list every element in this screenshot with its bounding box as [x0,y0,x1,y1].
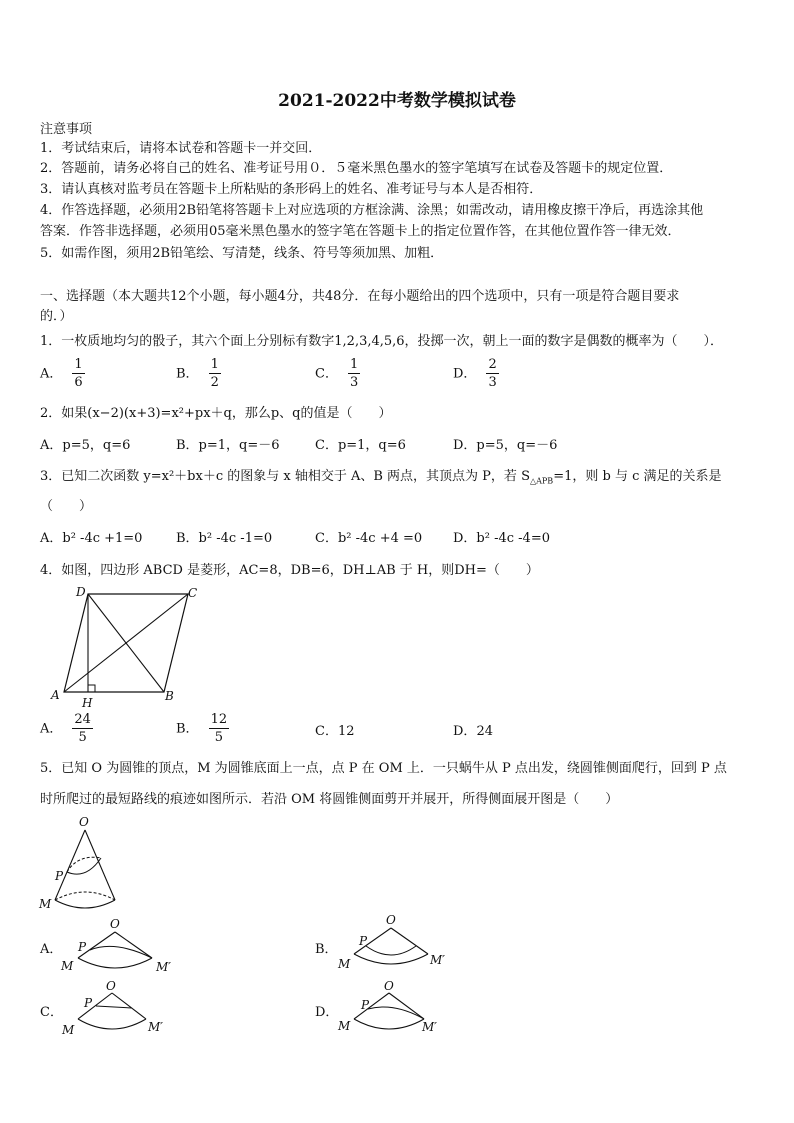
sector-left-radius [354,993,389,1019]
q1-option-a[interactable] [40,358,85,390]
q3-stem [40,468,721,491]
q3-area-subscript: △APB [529,476,554,486]
label-h: H [82,696,93,710]
label-m: M [39,897,52,911]
label-p: P [84,996,93,1010]
diagonal-db [88,594,164,692]
sector-right-radius [389,993,424,1019]
sector-right-radius [112,993,146,1019]
notice-item-1: 1．考试结束后，请将本试卷和答题卡一并交回． [40,141,322,156]
label-p: P [359,934,368,948]
numerator: 12 [210,712,228,727]
sector-arc [78,958,152,968]
denominator: 6 [74,375,83,390]
q5-option-b-label[interactable]: B． [315,942,338,957]
denominator: 3 [488,375,497,390]
page-title: 2021-2022中考数学模拟试卷 [278,91,516,111]
option-label: A． [40,721,63,737]
q5-option-c-figure[interactable] [58,979,178,1045]
option-label: D． [453,366,477,382]
q3-answer-paren: （ ） [40,499,93,514]
cone-right-edge [85,830,115,900]
q5-option-a-figure[interactable] [58,914,178,980]
q4-option-c[interactable] [315,723,355,741]
label-m-prime: M′ [430,953,446,967]
q3-stem-part2: =1，则 b 与 c 满足的关系是 [553,469,722,484]
label-m-prime: M′ [148,1020,164,1034]
q5-option-c-label[interactable]: C． [40,1005,63,1020]
label-m-prime: M′ [156,960,172,974]
option-label: C． [315,724,338,739]
fraction [348,358,360,390]
label-o: O [110,917,120,931]
q2-option-b[interactable]: B．p=1，q=－6 [176,438,280,453]
denominator: 2 [210,375,219,390]
notice-item-4: 4．作答选择题，必须用2B铅笔将答题卡上对应选项的方框涂满、涂黑；如需改动，请用橡皮擦干净后，再选涂其他 [40,203,704,218]
label-d: D [76,585,86,599]
unfolded-path [90,946,152,958]
right-angle-mark [88,685,95,692]
q5-cone-figure [36,812,126,920]
label-m: M [338,1019,351,1033]
fraction [486,358,498,390]
q3-stem-part1: 3．已知二次函数 y=x²＋bx＋c 的图象与 x 轴相交于 A、B 两点，其顶点为 P，若 S [40,469,530,484]
label-m: M [62,1023,75,1037]
q1-stem: 1．一枚质地均匀的骰子，其六个面上分别标有数字1,2,3,4,5,6，投掷一次，朝上一面的数字是偶数的概率为（ ）． [40,334,724,349]
q2-option-d[interactable]: D．p=5，q=－6 [453,438,558,453]
cone-base-back [55,892,115,900]
section-heading-line1: 一、选择题（本大题共12个小题，每小题4分，共48分．在每小题给出的四个选项中，只有一项是符合题目要求 [40,289,680,304]
q3-option-b[interactable]: B．b² -4c -1=0 [176,531,273,546]
label-b: B [165,689,174,703]
option-label: D． [453,724,477,739]
cone-base-front [55,900,115,908]
q3-option-a[interactable]: A．b² -4c +1=0 [40,531,143,546]
q1-option-d[interactable] [453,358,499,390]
label-o: O [79,815,89,829]
label-m: M [61,959,74,973]
q1-option-b[interactable] [176,358,221,390]
q4-option-b[interactable] [176,713,229,745]
q2-stem: 2．如果(x−2)(x+3)=x²+px＋q，那么p、q的值是（ ） [40,406,392,421]
label-o: O [384,979,394,993]
numerator: 2 [488,357,497,372]
notice-item-5: 5．如需作图，须用2B铅笔绘、写清楚，线条、符号等须加黑、加粗． [40,246,444,261]
q5-option-a-label[interactable]: A． [40,942,63,957]
denominator: 5 [78,730,87,745]
fraction [72,358,84,390]
q3-option-c[interactable]: C．b² -4c +4 =0 [315,531,423,546]
option-value: 12 [337,724,355,739]
label-m: M [338,957,351,971]
denominator: 5 [214,730,223,745]
sector-arc [354,1019,424,1029]
q2-option-c[interactable]: C．p=1，q=6 [315,438,406,453]
sector-right-radius [115,932,152,958]
label-o: O [386,914,396,927]
numerator: 1 [349,357,359,372]
option-label: C． [315,366,338,382]
fraction [209,358,221,390]
label-p: P [361,998,370,1012]
q1-option-c[interactable] [315,358,360,390]
option-value: 24 [476,724,493,739]
notice-heading: 注意事项 [40,122,93,137]
label-m-prime: M′ [422,1020,438,1034]
label-o: O [106,979,116,993]
q5-stem-line1: 5．已知 O 为圆锥的顶点，M 为圆锥底面上一点，点 P 在 OM 上．一只蜗牛从 P 点出发，绕圆锥侧面爬行，回到 P 点 [40,761,727,776]
numerator: 1 [74,357,83,372]
q4-option-d[interactable] [453,723,493,741]
numerator: 24 [74,712,91,727]
label-a: A [51,688,60,702]
numerator: 1 [210,357,219,372]
q4-stem: 4．如图，四边形 ABCD 是菱形，AC=8，DB=6，DH⊥AB 于 H，则DH=（ ） [40,563,539,578]
label-p: P [78,940,87,954]
fraction [209,713,230,745]
option-label: B． [176,721,199,737]
q3-option-d[interactable]: D．b² -4c -4=0 [453,531,550,546]
q5-option-b-figure[interactable] [334,914,454,980]
fraction [72,713,93,745]
notice-item-4-cont: 答案．作答非选择题，必须用05毫米黑色墨水的签字笔在答题卡上的指定位置作答，在其他位置作答一律无效． [40,224,681,239]
q5-stem-line2: 时所爬过的最短路线的痕迹如图所示．若沿 OM 将圆锥侧面剪开并展开，所得侧面展开图是（ ） [40,792,619,807]
option-label: B． [176,366,199,382]
label-p: P [55,869,64,883]
label-c: C [188,586,198,600]
notice-item-2: 2．答题前，请务必将自己的姓名、准考证号用０．５毫米黑色墨水的签字笔填写在试卷及答题卡的规定位置． [40,161,673,176]
unfolded-path [96,1006,132,1008]
q5-option-d-label[interactable]: D． [315,1005,339,1020]
cone-left-edge [55,830,85,900]
q2-option-a[interactable]: A．p=5，q=6 [40,438,131,453]
section-heading-line2: 的．） [40,309,73,324]
notice-item-3: 3．请认真核对监考员在答题卡上所粘贴的条形码上的姓名、准考证号与本人是否相符． [40,182,543,197]
option-label: A． [40,366,63,382]
denominator: 3 [349,375,359,390]
q4-rhombus-figure [40,582,220,712]
sector-arc [78,1019,146,1029]
q5-option-d-figure[interactable] [334,979,454,1045]
unfolded-path [366,946,416,955]
q4-option-a[interactable] [40,713,93,745]
